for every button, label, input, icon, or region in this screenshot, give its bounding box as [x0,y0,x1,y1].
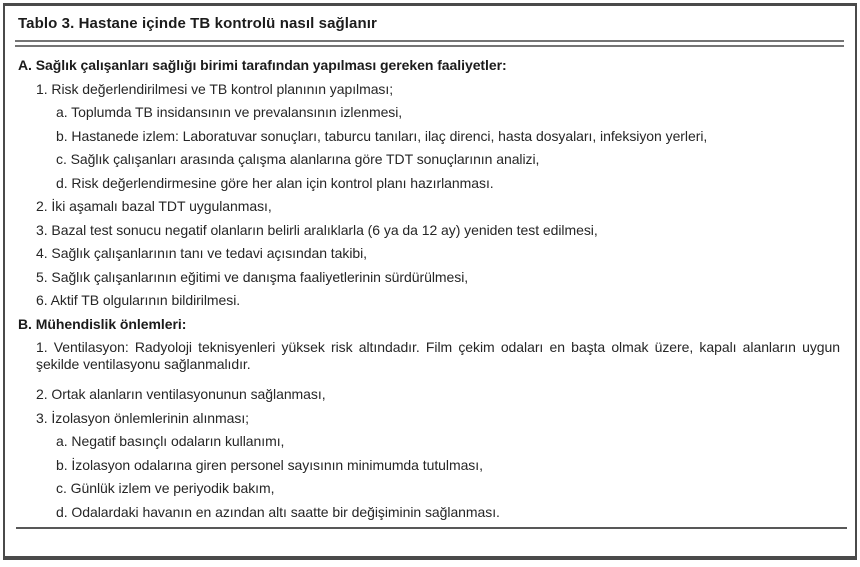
list-item: 1. Risk değerlendirilmesi ve TB kontrol planının yapılması; [36,80,394,97]
list-item: d. Risk değerlendirmesine göre her alan için kontrol planı hazırlanması. [56,174,494,191]
list-item: 4. Sağlık çalışanlarının tanı ve tedavi açısından takibi, [36,245,368,261]
list-item: c. Günlük izlem ve periyodik bakım, [56,480,275,496]
table-3-container [3,3,857,560]
list-item: c. Sağlık çalışanları arasında çalışma alanlarına göre TDT sonuçlarının analizi, [56,151,540,167]
list-item: 2. İki aşamalı bazal TDT uygulanması, [36,198,272,214]
list-item: a. Negatif basınçlı odaların kullanımı, [56,433,285,449]
list-item: 6. Aktif TB olgularının bildirilmesi. [36,292,241,308]
list-item: 5. Sağlık çalışanlarının eğitimi ve danışma faaliyetlerinin sürdürülmesi, [36,268,469,285]
list-item: d. Odalardaki havanın en azından altı saatte bir değişiminin sağlanması. [56,503,500,520]
section-b-heading: B. Mühendislik önlemleri: [18,315,187,332]
section-a-heading: A. Sağlık çalışanları sağlığı birimi tarafından yapılması gereken faaliyetler: [18,57,507,73]
list-item: a. Toplumda TB insidansının ve prevalansının izlenmesi, [56,104,403,120]
list-item: 3. Bazal test sonucu negatif olanların belirli aralıklarla (6 ya da 12 ay) yeniden test edilmesi, [36,221,598,238]
table-title: Tablo 3. Hastane içinde TB kontrolü nasıl sağlanır [18,15,377,32]
table-title-row [5,6,855,33]
list-item: 1. Ventilasyon: Radyoloji teknisyenleri yüksek risk altındadır. Film çekim odaları en başta olmak üzere, kapalı alanların uygun şekilde ventilasyonu sağlanmalıdır. [36,339,840,372]
bottom-rule-divider [16,527,847,529]
list-item: 2. Ortak alanların ventilasyonunun sağlanması, [36,386,326,402]
table-body [5,47,855,521]
list-item: 3. İzolasyon önlemlerinin alınması; [36,409,250,426]
list-item: b. Hastanede izlem: Laboratuvar sonuçları, taburcu tanıları, ilaç direnci, hasta dosyaları, infeksiyon yerleri, [56,127,708,144]
double-rule-divider [15,40,844,47]
list-item: b. İzolasyon odalarına giren personel sayısının minimumda tutulması, [56,456,483,473]
